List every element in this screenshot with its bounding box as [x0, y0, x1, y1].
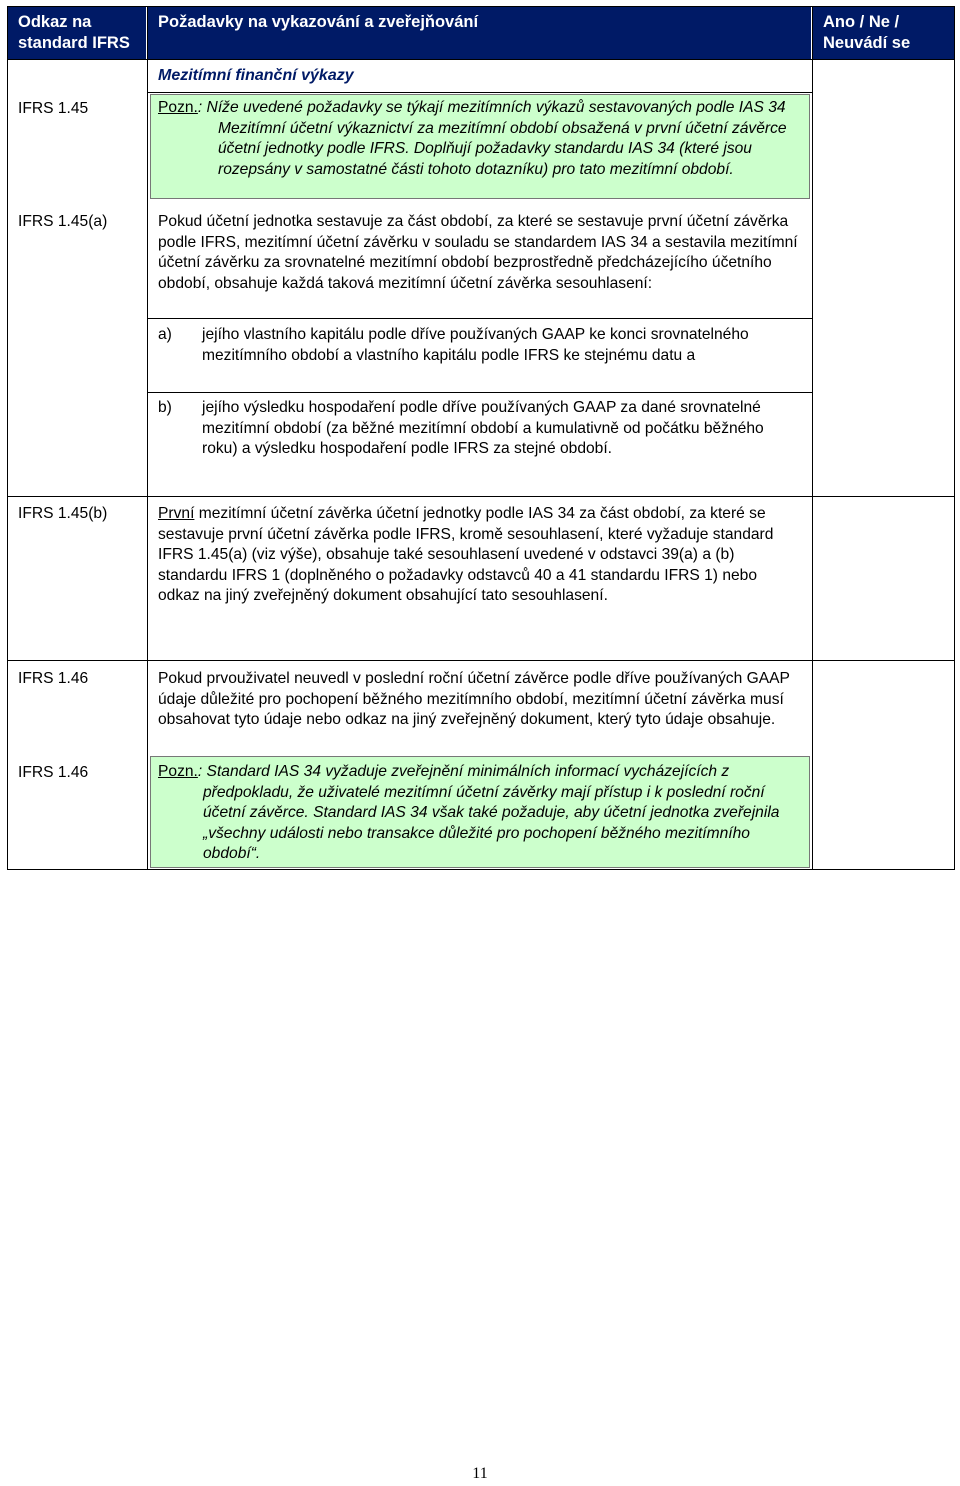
row3-reference: IFRS 1.45(b): [18, 505, 108, 522]
list-body: jejího vlastního kapitálu podle dříve používaných GAAP ke konci srovnatelného mezitímního období a vlastního kapitálu podle IFRS ke stejnému datu a: [202, 326, 749, 364]
note-label: Pozn.: [158, 763, 198, 780]
list-marker: a): [158, 326, 172, 343]
row2-item-a: [158, 325, 806, 390]
row5-note: [158, 762, 804, 865]
header-col-requirements: Požadavky na vykazování a zveřejňování: [148, 7, 811, 59]
row2-text: Pokud účetní jednotka sestavuje za část období, za které se sestavuje první účetní závěrka podle IFRS, mezitímní účetní závěrku v souladu se standardem IAS 34 a sestavila mezitímní účetní závěrku za srovnatelné mezitímní období bezprostředně předcházejícího účetního období, obsahuje každá taková mezitímní účetní závěrka sesouhlasení:: [158, 213, 798, 292]
row2-subdivider: [147, 392, 813, 393]
note-text: : Standard IAS 34 vyžaduje zveřejnění minimálních informací vycházejících z předpokladu, že uživatelé mezitímní účetní závěrky mají přístup i k poslední roční účetní závěrce. Standard IAS 34 však také požaduje, aby účetní jednotka zveřejnila „všechny události nebo transakce důležité pro pochopení běžného mezitímního období“.: [197, 763, 780, 863]
row3-first-word: První: [158, 505, 195, 522]
row4-text: Pokud prvouživatel neuvedl v poslední roční účetní závěrce podle dříve používaných GAAP údaje důležité pro pochopení běžného mezitímního období, mezitímní účetní závěrka musí obsahovat tyto údaje nebo odkaz na jiný zveřejněný dokument, který tyto údaje obsahuje.: [158, 670, 790, 729]
row1-reference: IFRS 1.45: [18, 100, 89, 117]
row2-subdivider: [147, 318, 813, 319]
row-divider: [7, 59, 955, 60]
header-col-answer: Ano / Ne / Neuvádí se: [813, 7, 954, 59]
list-body: jejího výsledku hospodaření podle dříve používaných GAAP za dané srovnatelné mezitímní období (za běžné mezitímní období a kumulativně od počátku běžného roku) a výsledku hospodaření podle IFRS za stejné období.: [202, 399, 764, 458]
column-divider-1: [147, 6, 148, 870]
list-marker: b): [158, 399, 172, 416]
page-number: 11: [472, 1465, 488, 1482]
row-divider: [7, 660, 955, 661]
row-divider: [7, 496, 955, 497]
row5-reference: IFRS 1.46: [18, 764, 89, 781]
note-label: Pozn.: [158, 99, 198, 116]
row4-reference: IFRS 1.46: [18, 670, 89, 687]
row1-note: [158, 98, 798, 180]
section-title: Mezitímní finanční výkazy: [158, 67, 354, 84]
column-divider-2: [812, 6, 813, 870]
row-divider: [147, 92, 813, 93]
row2-reference: IFRS 1.45(a): [18, 213, 108, 230]
header-col-reference: Odkaz na standard IFRS: [8, 7, 146, 59]
row2-item-b: [158, 398, 806, 463]
note-text: : Níže uvedené požadavky se týkají mezitímních výkazů sestavovaných podle IAS 34 Mezitímní účetní výkaznictví za mezitímní období obsažená v první účetní závěrce účetní jednotky podle IFRS. Doplňují požadavky standardu IAS 34 (které jsou rozepsány v samostatné části tohoto dotazníku) pro tato mezitímní období.: [197, 99, 787, 178]
row3-text: První mezitímní účetní závěrka účetní jednotky podle IAS 34 za část období, za které se sestavuje první účetní závěrka podle IFRS, kromě sesouhlasení, které vyžaduje standard IFRS 1.45(a) (viz výše), obsahuje také sesouhlasení uvedené v odstavci 39(a) a (b) standardu IFRS 1 (doplněného o požadavky odstavců 40 a 41 standardu IFRS 1) nebo odkaz na jiný zveřejněný dokument obsahující tato sesouhlasení.: [158, 505, 774, 605]
